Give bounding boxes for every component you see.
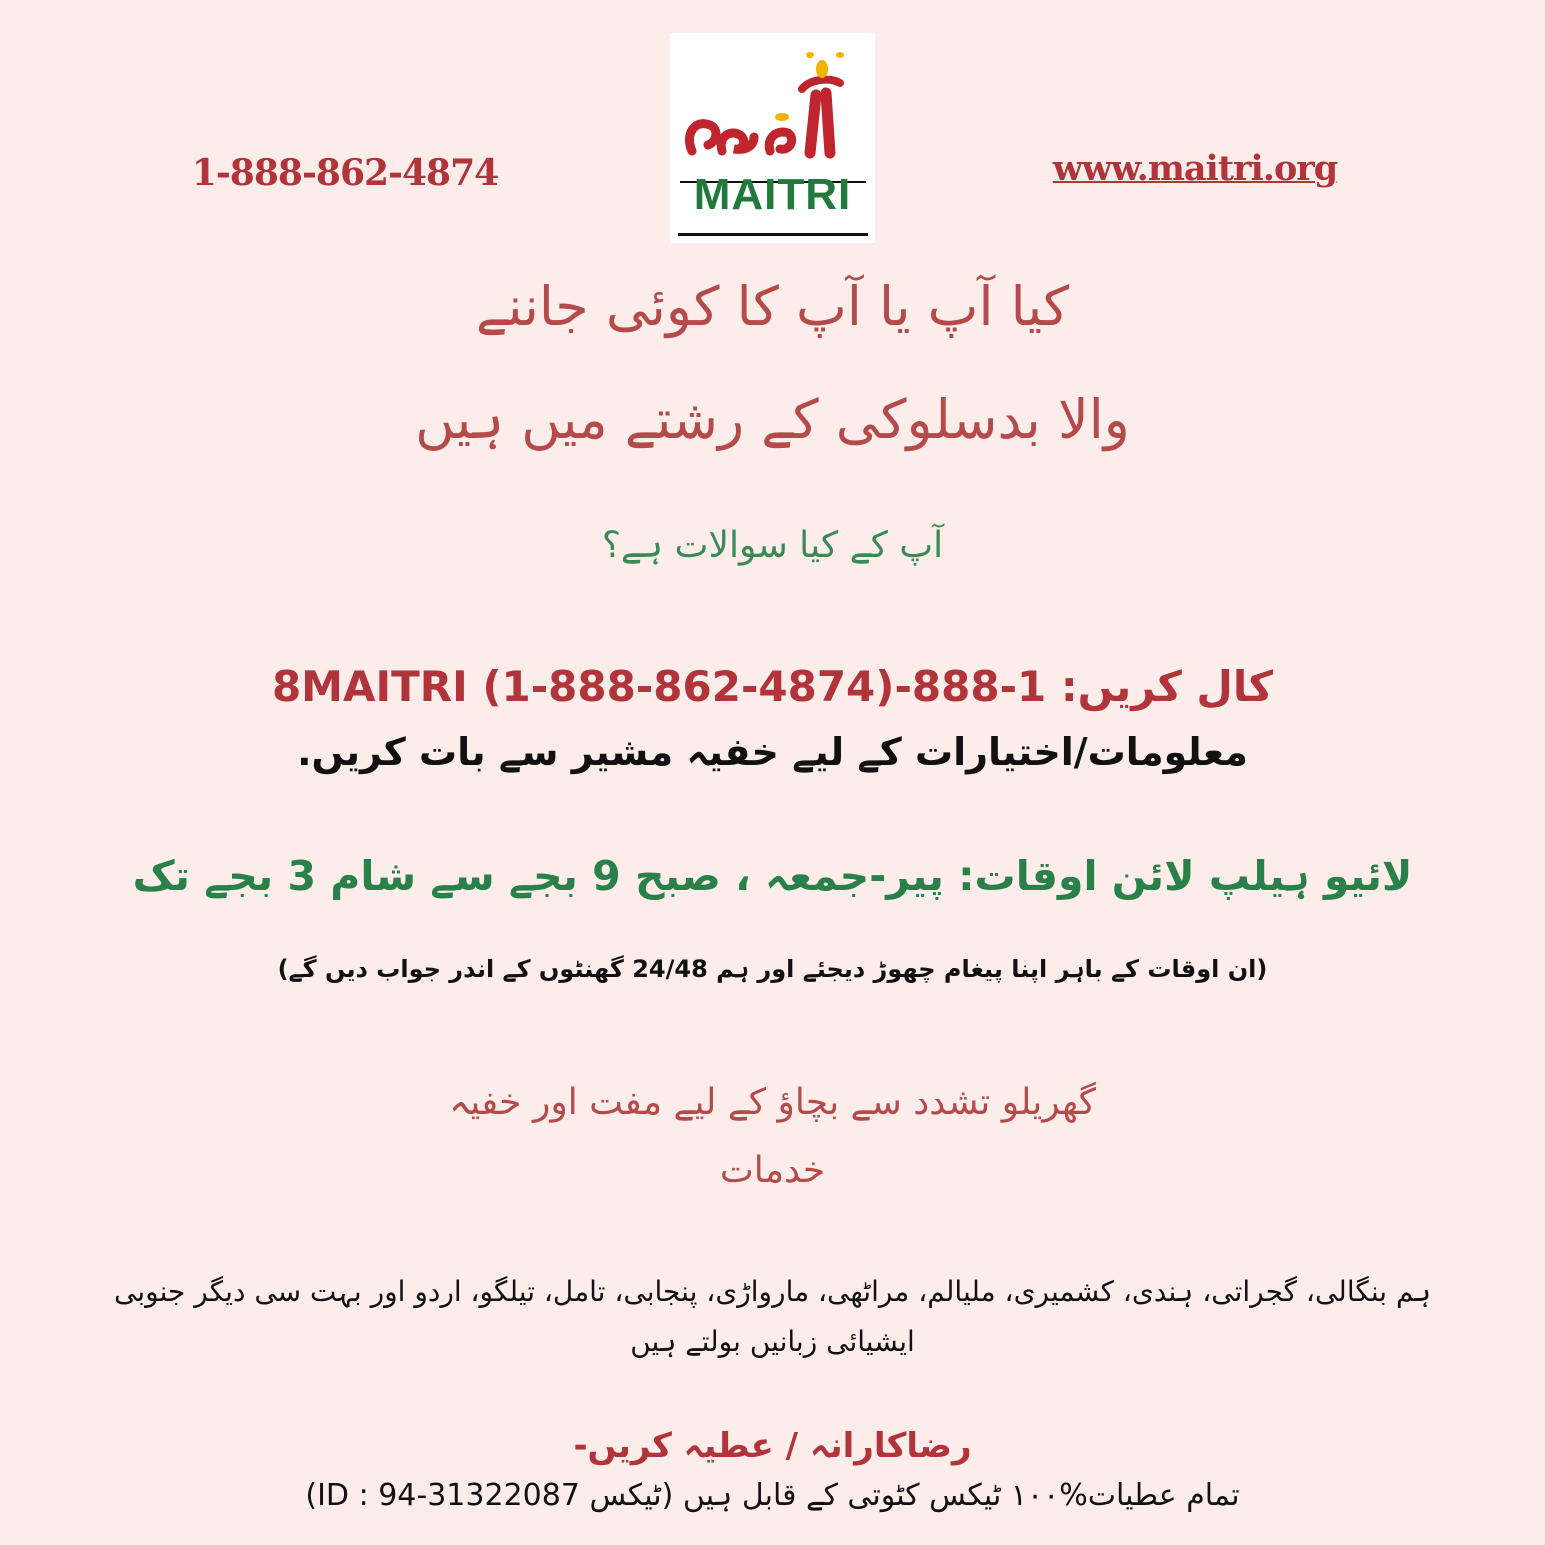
headline-line-1: کیا آپ یا آپ کا کوئی جاننے xyxy=(475,275,1070,338)
languages-line-1: ہم بنگالی، گجراتی، ہندی، کشمیری، ملیالم، مراٹھی، مارواڑی، پنجابی، تامل، تیلگو، اردو اور بہت سی دیگر جنوبی xyxy=(113,1275,1431,1308)
services-line-1: گھریلو تشدد سے بچاؤ کے لیے مفت اور خفیہ xyxy=(449,1082,1096,1123)
maitri-logo xyxy=(670,33,875,243)
counselor-line: معلومات/اختیارات کے لیے خفیہ مشیر سے بات کریں. xyxy=(297,730,1248,774)
helpline-hours: لائیو ہیلپ لائن اوقات: پیر-جمعہ ، صبح 9 بجے سے شام 3 بجے تک xyxy=(132,852,1413,900)
call-line[interactable]: کال کریں: 1-888-8MAITRI (1-888-862-4874) xyxy=(271,662,1274,711)
services-line-2: خدمات xyxy=(719,1150,826,1191)
donate-title[interactable]: رضاکارانہ / عطیہ کریں- xyxy=(573,1426,972,1466)
logo-underline xyxy=(678,233,868,236)
maitri-logo-figures-icon xyxy=(670,33,875,183)
questions-line: آپ کے کیا سوالات ہے؟ xyxy=(601,525,944,566)
headline-line-2: والا بدسلوکی کے رشتے میں ہیں xyxy=(415,388,1130,451)
maitri-logo-text: MAITRI xyxy=(693,170,852,219)
website-link[interactable] xyxy=(1020,148,1370,189)
after-hours-note: (ان اوقات کے باہر اپنا پیغام چھوڑ دیجئے اور ہم 24/48 گھنٹوں کے اندر جواب دیں گے) xyxy=(277,955,1268,983)
donate-note: تمام عطیات%۱۰۰ ٹیکس کٹوتی کے قابل ہیں (ٹیکس ID : 94-31322087) xyxy=(305,1478,1240,1513)
helpline-phone[interactable]: 1-888-862-4874 xyxy=(191,152,499,194)
website-link-text[interactable]: www.maitri.org xyxy=(1052,148,1338,189)
languages-line-2: ایشیائی زبانیں بولتے ہیں xyxy=(630,1325,915,1358)
